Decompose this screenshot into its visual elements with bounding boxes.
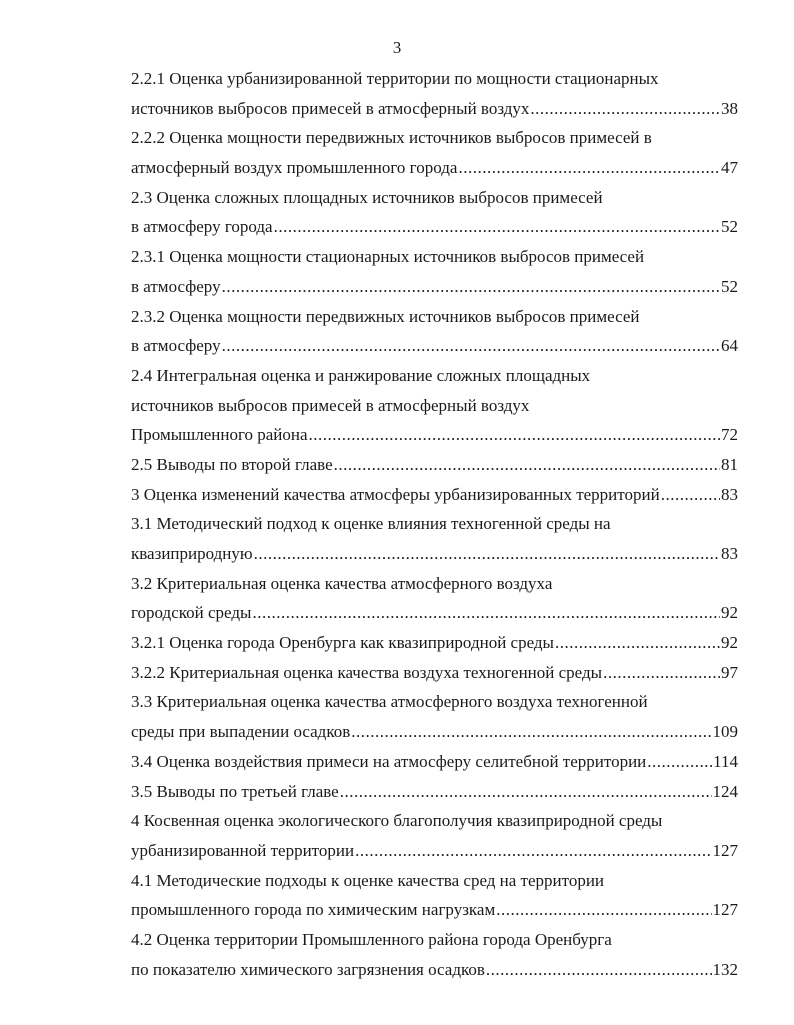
toc-page-number: 114 xyxy=(713,751,738,771)
toc-entry xyxy=(131,450,738,480)
toc-page-number: 81 xyxy=(721,454,738,474)
toc-entry xyxy=(131,123,738,182)
dot-leader xyxy=(603,658,720,688)
toc-entry-leader-line xyxy=(131,658,738,688)
toc-entry-text: в атмосферу города xyxy=(131,217,273,237)
toc-entry-leader-line xyxy=(131,955,738,985)
toc-entry xyxy=(131,747,738,777)
toc-entry-text: в атмосферу xyxy=(131,336,221,356)
toc-page-number: 127 xyxy=(712,900,738,920)
toc-entry-text: 4 Косвенная оценка экологического благополучия квазиприродной среды xyxy=(131,811,663,831)
toc-entry-text: квазиприродную xyxy=(131,544,253,563)
toc-entry-text: 4.2 Оценка территории Промышленного района города Оренбурга xyxy=(131,929,612,949)
toc-entry-leader-line xyxy=(131,717,738,747)
toc-page-number: 92 xyxy=(721,633,738,653)
dot-leader xyxy=(647,747,712,777)
toc-entry-text: 2.3 Оценка сложных площадных источников выбросов примесей xyxy=(131,187,603,207)
toc-entry-leader-line xyxy=(131,628,738,658)
toc-page-number: 83 xyxy=(721,484,738,504)
toc-page-number: 97 xyxy=(721,662,738,682)
dot-leader xyxy=(274,212,720,242)
toc-entry xyxy=(131,361,738,450)
toc-entry xyxy=(131,183,738,242)
toc-entry xyxy=(131,509,738,568)
toc-page-number: 109 xyxy=(712,722,738,742)
toc-entry-text: 2.3.1 Оценка мощности стационарных источников выбросов примесей xyxy=(131,247,645,267)
toc-entry xyxy=(131,777,738,807)
toc-entry xyxy=(131,569,738,628)
toc-entry xyxy=(131,64,738,123)
toc-entry-text: Промышленного района xyxy=(131,425,308,445)
dot-leader xyxy=(458,153,720,183)
toc-entry xyxy=(131,628,738,658)
toc-entry-text: урбанизированной территории xyxy=(131,840,355,860)
dot-leader xyxy=(222,331,720,361)
toc-entry-text: 3.1 Методический подход к оценке влияния техногенной среды на xyxy=(131,514,611,534)
toc-entry xyxy=(131,925,738,984)
dot-leader xyxy=(530,94,720,124)
table-of-contents xyxy=(131,64,738,984)
toc-entry-text: 3.2 Критериальная оценка качества атмосферного воздуха xyxy=(131,573,553,593)
page-number: 3 xyxy=(392,38,402,57)
toc-page-number: 38 xyxy=(721,98,738,118)
toc-entry xyxy=(131,480,738,510)
toc-entry-text: 3.2.1 Оценка города Оренбурга как квазиприродной среды xyxy=(131,633,554,653)
toc-entry-leader-line xyxy=(131,747,738,777)
toc-page-number: 83 xyxy=(721,544,738,563)
toc-entry-text: 2.2.2 Оценка мощности передвижных источников выбросов примесей в xyxy=(131,128,652,148)
dot-leader xyxy=(351,717,711,747)
dot-leader xyxy=(555,628,720,658)
toc-entry-leader-line xyxy=(131,539,738,569)
toc-entry-text: по показателю химического загрязнения осадков xyxy=(131,959,485,979)
toc-entry-leader-line xyxy=(131,420,738,450)
dot-leader xyxy=(340,777,712,807)
toc-entry-leader-line xyxy=(131,331,738,361)
toc-page-number: 132 xyxy=(712,959,738,979)
toc-entry-text: атмосферный воздух промышленного города xyxy=(131,158,458,178)
dot-leader xyxy=(334,450,720,480)
toc-entry-leader-line xyxy=(131,895,738,925)
dot-leader xyxy=(254,539,720,569)
toc-entry-text: 2.2.1 Оценка урбанизированной территории по мощности стационарных xyxy=(131,69,659,88)
toc-entry xyxy=(131,687,738,746)
toc-entry-text: 3.5 Выводы по третьей главе xyxy=(131,781,339,801)
toc-entry-text: промышленного города по химическим нагрузкам xyxy=(131,900,496,920)
toc-entry-leader-line xyxy=(131,153,738,183)
toc-page-number: 127 xyxy=(712,840,738,860)
toc-entry-leader-line xyxy=(131,272,738,302)
toc-entry-text: 3.3 Критериальная оценка качества атмосферного воздуха техногенной xyxy=(131,692,648,712)
toc-page-number: 72 xyxy=(721,425,738,445)
toc-entry xyxy=(131,806,738,865)
dot-leader xyxy=(661,480,720,510)
toc-entry-leader-line xyxy=(131,777,738,807)
dot-leader xyxy=(355,836,711,866)
toc-entry-text: 2.3.2 Оценка мощности передвижных источников выбросов примесей xyxy=(131,306,640,326)
toc-entry-text: 3.2.2 Критериальная оценка качества воздуха техногенной среды xyxy=(131,662,603,682)
dot-leader xyxy=(496,895,711,925)
toc-entry-leader-line xyxy=(131,212,738,242)
toc-page-number: 47 xyxy=(721,158,738,178)
toc-entry-leader-line xyxy=(131,480,738,510)
dot-leader xyxy=(309,420,720,450)
toc-entry xyxy=(131,658,738,688)
toc-entry-text: 2.4 Интегральная оценка и ранжирование сложных площадных xyxy=(131,365,591,385)
toc-entry-text: 4.1 Методические подходы к оценке качества сред на территории xyxy=(131,870,605,890)
dot-leader xyxy=(222,272,720,302)
toc-entry xyxy=(131,302,738,361)
dot-leader xyxy=(252,598,720,628)
toc-entry-leader-line xyxy=(131,598,738,628)
toc-entry-leader-line xyxy=(131,450,738,480)
toc-page-number: 52 xyxy=(721,217,738,237)
toc-entry-text: источников выбросов примесей в атмосферный воздух xyxy=(131,395,530,415)
toc-entry xyxy=(131,242,738,301)
toc-entry-text: городской среды xyxy=(131,603,252,623)
toc-page-number: 124 xyxy=(712,781,738,801)
toc-page-number: 52 xyxy=(721,276,738,296)
toc-entry xyxy=(131,866,738,925)
toc-entry-text: среды при выпадении осадков xyxy=(131,722,351,742)
toc-entry-leader-line xyxy=(131,94,738,124)
toc-entry-text: 2.5 Выводы по второй главе xyxy=(131,454,333,474)
toc-entry-text: 3 Оценка изменений качества атмосферы урбанизированных территорий xyxy=(131,484,660,504)
toc-entry-leader-line xyxy=(131,836,738,866)
toc-entry-text: в атмосферу xyxy=(131,276,221,296)
toc-entry-text: 3.4 Оценка воздействия примеси на атмосферу селитебной территории xyxy=(131,751,647,771)
toc-page-number: 92 xyxy=(721,603,738,623)
toc-entry-text: источников выбросов примесей в атмосферный воздух xyxy=(131,98,530,118)
dot-leader xyxy=(486,955,712,985)
toc-page-number: 64 xyxy=(721,336,738,356)
